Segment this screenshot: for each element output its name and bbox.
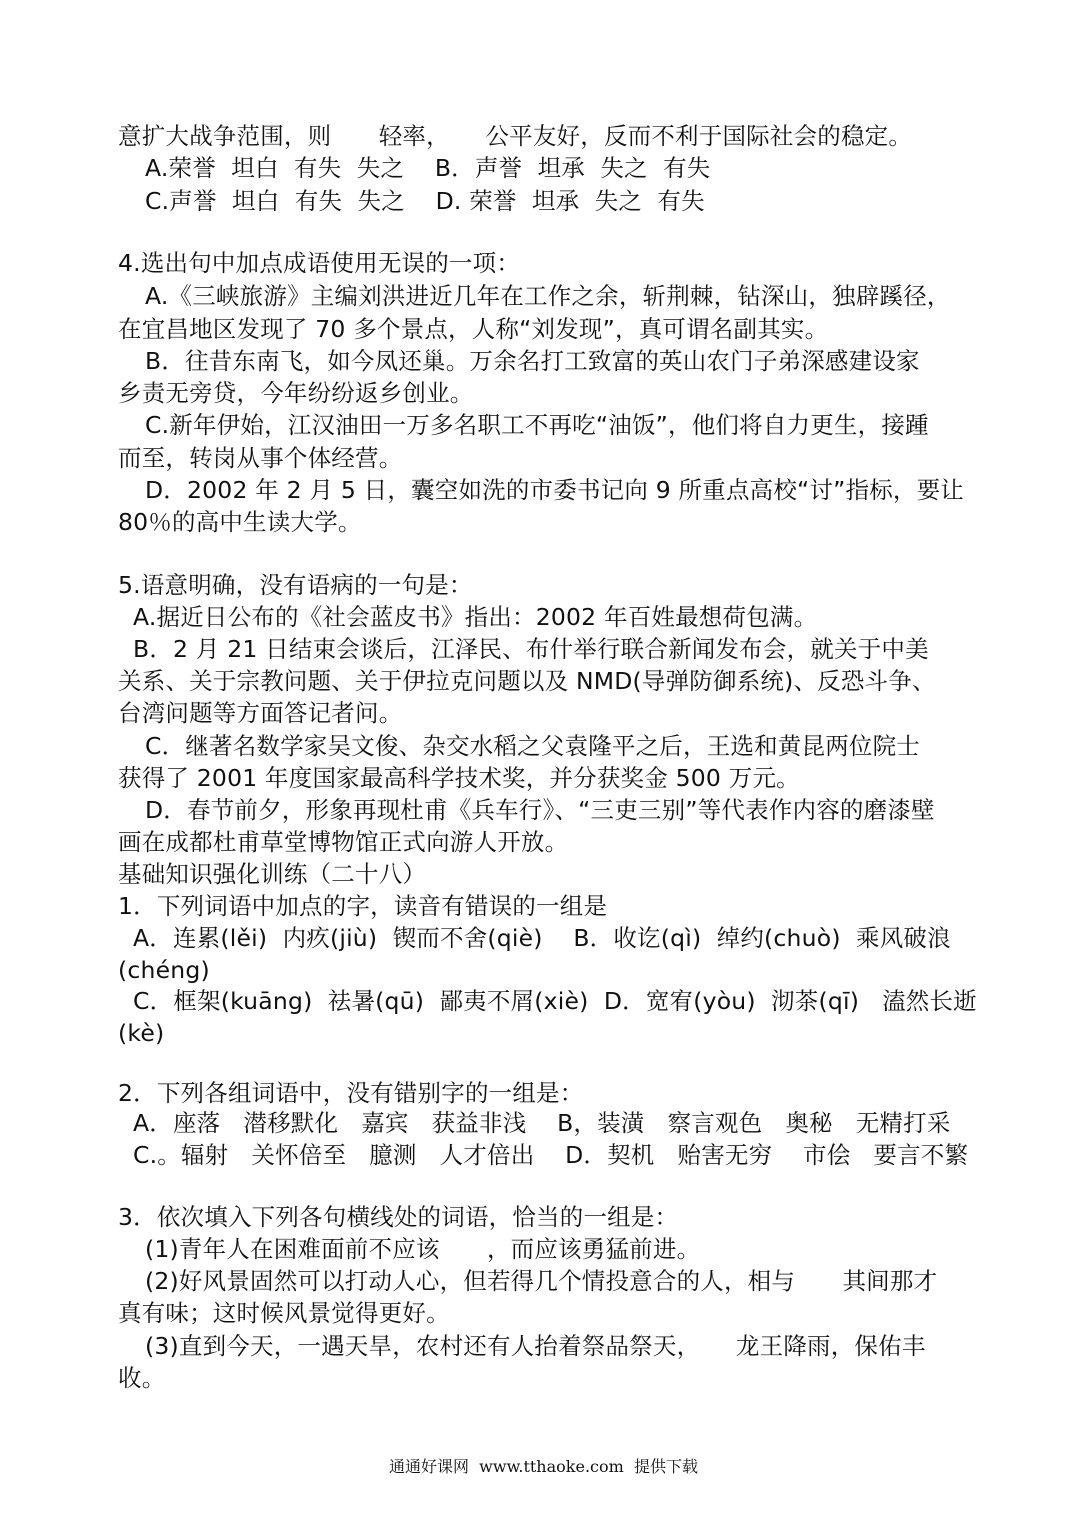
q3-options-ab: A.荣誉 坦白 有失 失之 B．声誉 坦承 失之 有失	[145, 154, 711, 182]
q4-option-a-line2: 在宜昌地区发现了 70 多个景点，人称“刘发现”，真可谓名副其实。	[118, 315, 829, 343]
s2-stem: 2．下列各组词语中，没有错别字的一组是：	[118, 1079, 584, 1107]
q4-option-b-line2: 乡责无旁贷，今年纷纷返乡创业。	[118, 379, 474, 407]
s3-sentence-2-line1: (2)好风景固然可以打动人心，但若得几个情投意合的人，相与 其间那才	[145, 1267, 938, 1295]
s2-options-ab: A．座落 潜移默化 嘉宾 获益非浅 B，装潢 察言观色 奥秘 无精打采	[133, 1109, 951, 1137]
q4-option-c-line1: C.新年伊始，江汉油田一万多名职工不再吃“油饭”，他们将自力更生，接踵	[145, 411, 929, 439]
page-footer: 通通好课网 www.tthaoke.com 提供下载	[389, 1457, 698, 1476]
s3-sentence-3-line2: 收。	[118, 1364, 166, 1392]
s3-sentence-3-line1: (3)直到今天，一遇天旱，农村还有人抬着祭品祭天， 龙王降雨，保佑丰	[145, 1332, 926, 1360]
s1-options-ab-line1: A．连累(lěi) 内疚(jiù) 锲而不舍(qiè) B．收讫(qì) 绰约(chuò) 乘风破浪	[133, 924, 951, 952]
q4-option-c-line2: 而至，转岗从事个体经营。	[118, 444, 403, 472]
q5-option-c-line1: C．继著名数学家吴文俊、杂交水稻之父袁隆平之后，王选和黄昆两位院士	[145, 732, 921, 760]
q4-option-a-line1: A.《三峡旅游》主编刘洪进近几年在工作之余，斩荆棘，钻深山，独辟蹊径，	[145, 282, 951, 310]
q5-option-a: A.据近日公布的《社会蓝皮书》指出：2002 年百姓最想荷包满。	[133, 603, 818, 631]
q3-options-cd: C.声誉 坦白 有失 失之 D. 荣誉 坦承 失之 有失	[145, 187, 705, 215]
s1-options-cd-line2: (kè)	[118, 1019, 165, 1047]
s1-options-cd-line1: C．框架(kuāng) 祛暑(qū) 鄙夷不屑(xiè) D．宽宥(yòu) 沏茶(qī) 溘然长逝	[133, 987, 977, 1015]
s3-sentence-1: (1)青年人在困难面前不应该 ，而应该勇猛前进。	[145, 1235, 701, 1263]
q5-option-d-line1: D．春节前夕，形象再现杜甫《兵车行》、“三吏三别”等代表作内容的磨漆壁	[145, 796, 935, 824]
s1-options-ab-line2: (chéng)	[118, 956, 210, 984]
s2-options-cd: C.。辐射 关怀倍至 臆测 人才倍出 D．契机 贻害无穷 市侩 要言不繁	[133, 1141, 969, 1169]
q4-option-d-line1: D．2002 年 2 月 5 日，囊空如洗的市委书记向 9 所重点高校“讨”指标，要让	[145, 476, 964, 504]
q5-option-b-line2: 关系、关于宗教问题、关于伊拉克问题以及 NMD(导弹防御系统)、反恐斗争、	[118, 667, 936, 695]
section-title: 基础知识强化训练（二十八）	[118, 860, 427, 888]
s3-sentence-2-line2: 真有味；这时候风景觉得更好。	[118, 1299, 450, 1327]
s1-stem: 1．下列词语中加点的字，读音有错误的一组是	[118, 892, 608, 920]
q5-option-b-line3: 台湾问题等方面答记者问。	[118, 699, 403, 727]
q4-option-b-line1: B．往昔东南飞，如今凤还巢。万余名打工致富的英山农门子弟深感建设家	[145, 347, 920, 375]
q5-stem: 5.语意明确，没有语病的一句是：	[118, 571, 473, 599]
q4-stem: 4.选出句中加点成语使用无误的一项：	[118, 249, 521, 277]
q5-option-b-line1: B．2 月 21 日结束会谈后，江泽民、布什举行联合新闻发布会，就关于中美	[133, 635, 929, 663]
s3-stem: 3．依次填入下列各句横线处的词语，恰当的一组是：	[118, 1203, 679, 1231]
q5-option-d-line2: 画在成都杜甫草堂博物馆正式向游人开放。	[118, 828, 569, 856]
q3-continuation-line: 意扩大战争范围，则 轻率， 公平友好，反而不利于国际社会的稳定。	[118, 122, 913, 150]
q4-option-d-line2: 80％的高中生读大学。	[118, 508, 362, 536]
q5-option-c-line2: 获得了 2001 年度国家最高科学技术奖，并分获奖金 500 万元。	[118, 764, 800, 792]
